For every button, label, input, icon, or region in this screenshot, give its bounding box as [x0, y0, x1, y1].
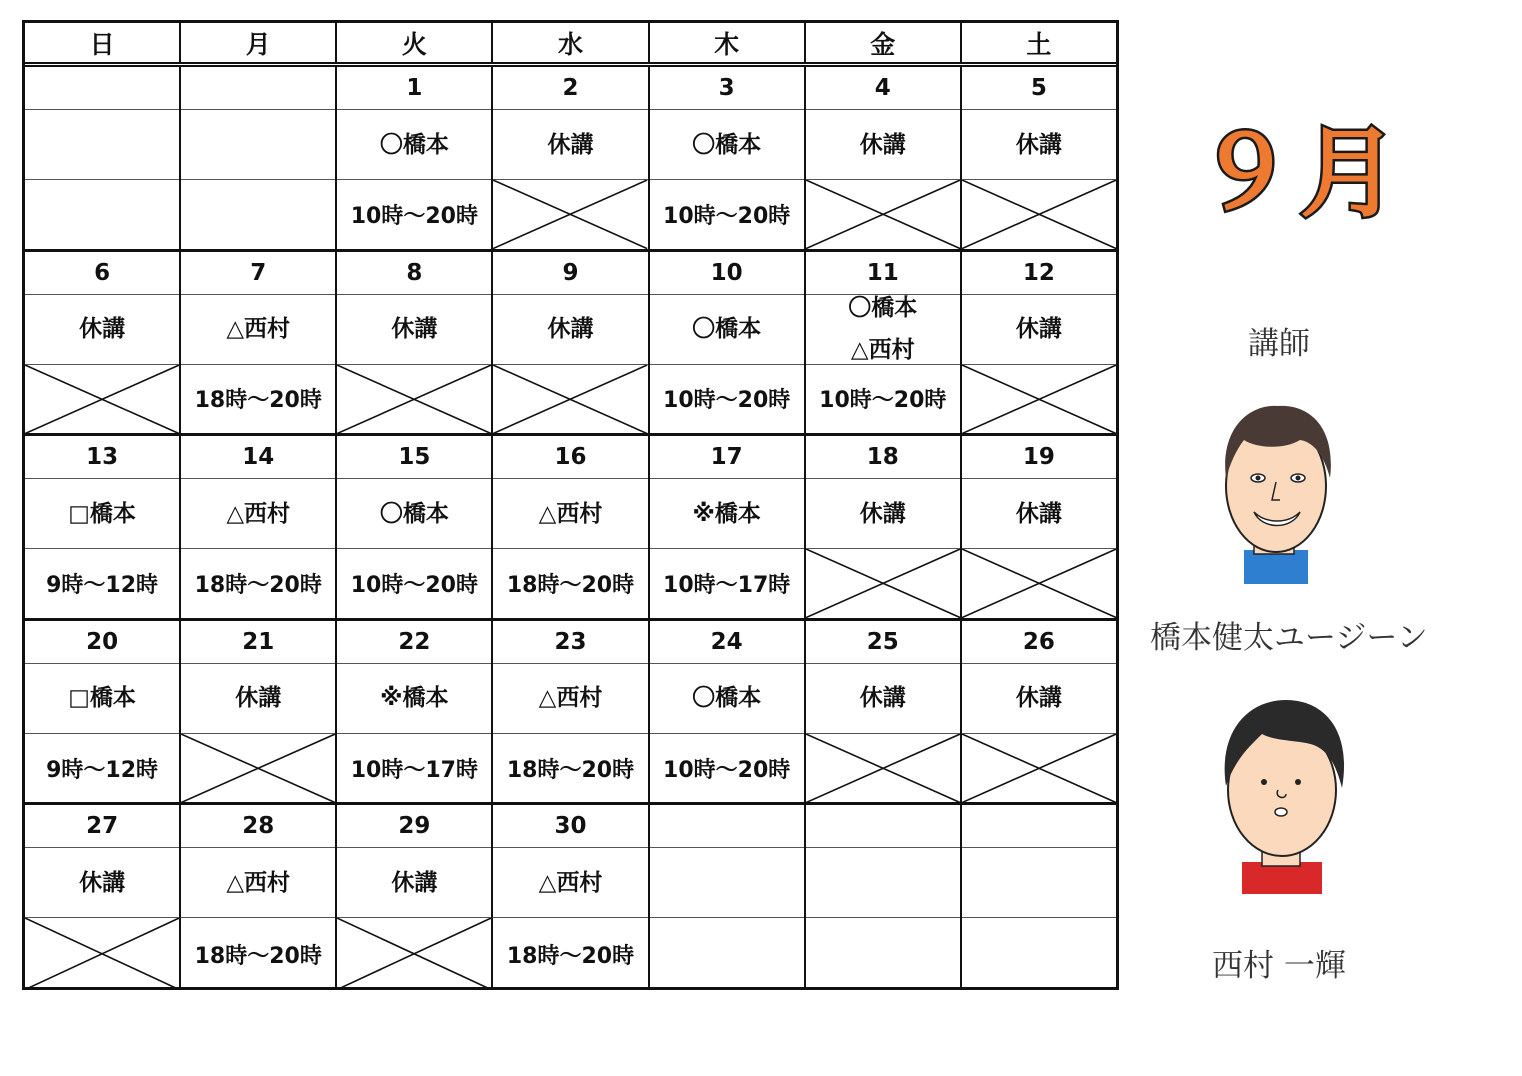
day-cell [962, 252, 1116, 434]
day-teacher [337, 110, 491, 180]
instructor2-name: 西村 一輝 [1212, 948, 1346, 984]
day-time [962, 180, 1116, 249]
day-number: 12 [962, 252, 1116, 295]
day-cell [181, 252, 337, 434]
teacher-entry: △西村 [226, 869, 291, 896]
time-range: 18時～20時 [506, 757, 635, 783]
day-cell [337, 67, 493, 249]
teacher-entry: 休講 [1015, 500, 1062, 527]
time-range: 10時～20時 [819, 388, 947, 414]
day-cell [806, 252, 962, 434]
teacher-entry: 休講 [547, 316, 594, 343]
day-cell [337, 436, 493, 618]
day-teacher [493, 110, 647, 180]
day-number: 17 [650, 436, 804, 479]
closed-cross-mark [962, 180, 1116, 249]
weekday-header-cell: 水 [493, 23, 649, 62]
day-teacher [650, 848, 804, 918]
day-time [25, 734, 179, 803]
teacher-entry: 休講 [391, 316, 438, 343]
month-title: ９月 [1196, 117, 1405, 231]
day-teacher [650, 479, 804, 549]
day-time [806, 918, 960, 990]
day-time [337, 365, 491, 434]
day-number: 6 [25, 252, 179, 295]
teacher-entry: 休講 [1015, 685, 1062, 712]
teacher-entry: 〇橋本 [379, 500, 449, 527]
day-cell [25, 67, 181, 249]
day-teacher [337, 848, 491, 918]
instructor-hashimoto-portrait [1214, 398, 1344, 584]
teacher-entry: 休講 [859, 685, 906, 712]
weekday-header [25, 23, 1116, 67]
day-time [493, 180, 647, 249]
day-cell [806, 436, 962, 618]
closed-cross-mark [493, 365, 647, 434]
day-cell [650, 621, 806, 803]
day-cell [493, 621, 649, 803]
day-time [25, 549, 179, 618]
day-number: 29 [337, 805, 491, 848]
day-time [650, 734, 804, 803]
day-number: 5 [962, 67, 1116, 110]
day-teacher [650, 664, 804, 734]
weekday-header-cell: 土 [1026, 29, 1052, 59]
day-number: 26 [962, 621, 1116, 664]
teacher-entry: 休講 [79, 869, 126, 896]
day-teacher [493, 295, 647, 365]
teacher-entry: 休講 [1015, 131, 1062, 158]
day-teacher [25, 479, 179, 549]
week-row [25, 67, 1116, 252]
day-teacher [806, 664, 960, 734]
day-cell [25, 252, 181, 434]
day-teacher [493, 664, 647, 734]
week-row [25, 621, 1116, 806]
teacher-entry: ※橋本 [692, 500, 761, 527]
teacher-entry: 休講 [547, 131, 594, 158]
day-time [181, 734, 335, 803]
day-teacher [181, 479, 335, 549]
day-time [25, 365, 179, 434]
teacher-entry: 休講 [859, 131, 906, 158]
day-time [493, 549, 647, 618]
day-number [181, 67, 335, 110]
weekday-header-cell: 月 [181, 23, 337, 62]
day-cell [962, 436, 1116, 618]
closed-cross-mark [25, 365, 179, 434]
teacher-entry: 〇橋本 [692, 685, 762, 712]
teacher-entry: □橋本 [68, 500, 136, 527]
teacher-entry: △西村 [538, 500, 603, 527]
teacher-entry: △西村 [538, 869, 603, 896]
day-cell [650, 436, 806, 618]
day-cell [650, 252, 806, 434]
time-range: 18時～20時 [194, 388, 322, 414]
closed-cross-mark [806, 734, 960, 803]
day-number: 28 [181, 805, 335, 848]
day-number: 13 [25, 436, 179, 479]
closed-cross-mark [181, 734, 335, 803]
day-time [25, 180, 179, 249]
day-cell [493, 67, 649, 249]
day-number: 22 [337, 621, 491, 664]
time-range: 10時～17時 [350, 757, 478, 783]
teacher-entry: 休講 [79, 316, 126, 343]
weekday-header-cell: 日 [25, 23, 181, 62]
day-time [493, 365, 647, 434]
day-time [337, 918, 491, 990]
teacher-entry: △西村 [226, 500, 291, 527]
teacher-entry: 〇橋本 [692, 316, 762, 343]
day-teacher [962, 479, 1116, 549]
day-cell [25, 436, 181, 618]
instructor1-name: 橋本健太ユージーン [1150, 620, 1428, 656]
weekday-header-cell: 木 [650, 23, 806, 62]
day-teacher [962, 295, 1116, 365]
day-cell [962, 67, 1116, 249]
teacher-entry: △西村 [850, 337, 915, 364]
day-teacher [650, 295, 804, 365]
day-teacher [25, 664, 179, 734]
day-cell [650, 67, 806, 249]
day-cell [337, 805, 493, 990]
day-time [806, 549, 960, 618]
day-time [181, 549, 335, 618]
day-number: 8 [337, 252, 491, 295]
week-row [25, 805, 1116, 990]
day-cell [493, 436, 649, 618]
day-cell [337, 621, 493, 803]
day-cell [962, 621, 1116, 803]
teacher-entry: △西村 [226, 316, 291, 343]
day-time [337, 180, 491, 249]
week-row [25, 436, 1116, 621]
teacher-entry: 休講 [391, 869, 438, 896]
day-time [181, 180, 335, 249]
day-teacher [962, 848, 1116, 918]
day-teacher [650, 110, 804, 180]
day-number: 19 [962, 436, 1116, 479]
day-number: 4 [806, 67, 960, 110]
weekday-header-cell: 火 [337, 23, 493, 62]
day-number: 21 [181, 621, 335, 664]
day-time [493, 918, 647, 990]
instructor-nishimura-portrait [1216, 694, 1356, 894]
day-number: 14 [181, 436, 335, 479]
time-range: 10時～20時 [350, 203, 478, 229]
closed-cross-mark [962, 365, 1116, 434]
teacher-entry: 休講 [1015, 316, 1062, 343]
teacher-entry: 〇橋本 [379, 131, 449, 158]
day-teacher [337, 295, 491, 365]
day-cell [181, 805, 337, 990]
day-teacher [806, 110, 960, 180]
day-cell [806, 621, 962, 803]
day-cell [806, 805, 962, 990]
day-time [25, 918, 179, 990]
day-teacher [962, 110, 1116, 180]
time-range: 18時～20時 [506, 943, 635, 969]
teacher-entry: 休講 [235, 685, 282, 712]
day-time [181, 918, 335, 990]
day-number [806, 805, 960, 848]
time-range: 9時～12時 [46, 572, 159, 598]
day-teacher [806, 479, 960, 549]
day-teacher [337, 479, 491, 549]
day-teacher [493, 848, 647, 918]
day-number: 11 [806, 252, 960, 295]
time-range: 10時～20時 [663, 203, 791, 229]
day-time [962, 918, 1116, 990]
teacher-entry: □橋本 [68, 685, 136, 712]
time-range: 10時～17時 [663, 572, 791, 598]
day-time [962, 549, 1116, 618]
day-cell [962, 805, 1116, 990]
day-number: 30 [493, 805, 647, 848]
time-range: 18時～20時 [506, 572, 635, 598]
time-range: 9時～12時 [46, 757, 159, 783]
time-range: 10時～20時 [663, 388, 791, 414]
day-number [650, 805, 804, 848]
teacher-entry: △西村 [538, 685, 603, 712]
day-teacher [25, 848, 179, 918]
day-number: 15 [337, 436, 491, 479]
day-number: 10 [650, 252, 804, 295]
day-time [806, 365, 960, 434]
day-number: 25 [806, 621, 960, 664]
day-number: 1 [337, 67, 491, 110]
closed-cross-mark [337, 918, 491, 990]
instructors-label: 講師 [1248, 326, 1310, 362]
day-number: 18 [806, 436, 960, 479]
closed-cross-mark [493, 180, 647, 249]
day-cell [806, 67, 962, 249]
day-cell [650, 805, 806, 990]
day-cell [25, 621, 181, 803]
weekday-header-cell: 金 [806, 23, 962, 62]
time-range: 10時～20時 [663, 757, 791, 783]
day-number: 16 [493, 436, 647, 479]
teacher-entry: 〇橋本 [692, 131, 762, 158]
day-number: 3 [650, 67, 804, 110]
day-number: 7 [181, 252, 335, 295]
day-teacher [493, 479, 647, 549]
day-time [650, 180, 804, 249]
teacher-entry: ※橋本 [380, 685, 449, 712]
calendar [22, 20, 1119, 990]
closed-cross-mark [962, 549, 1116, 618]
day-teacher [25, 295, 179, 365]
time-range: 18時～20時 [194, 943, 322, 969]
day-time [650, 365, 804, 434]
day-number: 20 [25, 621, 179, 664]
teacher-entry: 〇橋本 [848, 295, 918, 322]
day-teacher [181, 110, 335, 180]
day-teacher [181, 848, 335, 918]
day-teacher [25, 110, 179, 180]
day-cell [181, 67, 337, 249]
day-time [962, 734, 1116, 803]
day-number: 9 [493, 252, 647, 295]
day-cell [337, 252, 493, 434]
day-time [650, 918, 804, 990]
day-number [962, 805, 1116, 848]
day-teacher [337, 664, 491, 734]
day-time [181, 365, 335, 434]
day-number: 23 [493, 621, 647, 664]
day-cell [25, 805, 181, 990]
day-time [337, 734, 491, 803]
day-time [493, 734, 647, 803]
teacher-entry: 休講 [859, 500, 906, 527]
week-row [25, 252, 1116, 437]
day-number: 2 [493, 67, 647, 110]
closed-cross-mark [25, 918, 179, 990]
day-teacher [181, 295, 335, 365]
time-range: 10時～20時 [350, 572, 478, 598]
day-number [25, 67, 179, 110]
day-teacher [806, 848, 960, 918]
day-cell [181, 436, 337, 618]
day-number: 27 [25, 805, 179, 848]
day-time [806, 734, 960, 803]
day-cell [493, 252, 649, 434]
day-teacher [962, 664, 1116, 734]
day-time [962, 365, 1116, 434]
closed-cross-mark [962, 734, 1116, 803]
day-teacher [181, 664, 335, 734]
closed-cross-mark [337, 365, 491, 434]
day-time [337, 549, 491, 618]
day-time [806, 180, 960, 249]
day-number: 24 [650, 621, 804, 664]
closed-cross-mark [806, 549, 960, 618]
day-cell [181, 621, 337, 803]
time-range: 18時～20時 [194, 572, 322, 598]
day-cell [493, 805, 649, 990]
day-time [650, 549, 804, 618]
closed-cross-mark [806, 180, 960, 249]
day-teacher [806, 295, 960, 365]
